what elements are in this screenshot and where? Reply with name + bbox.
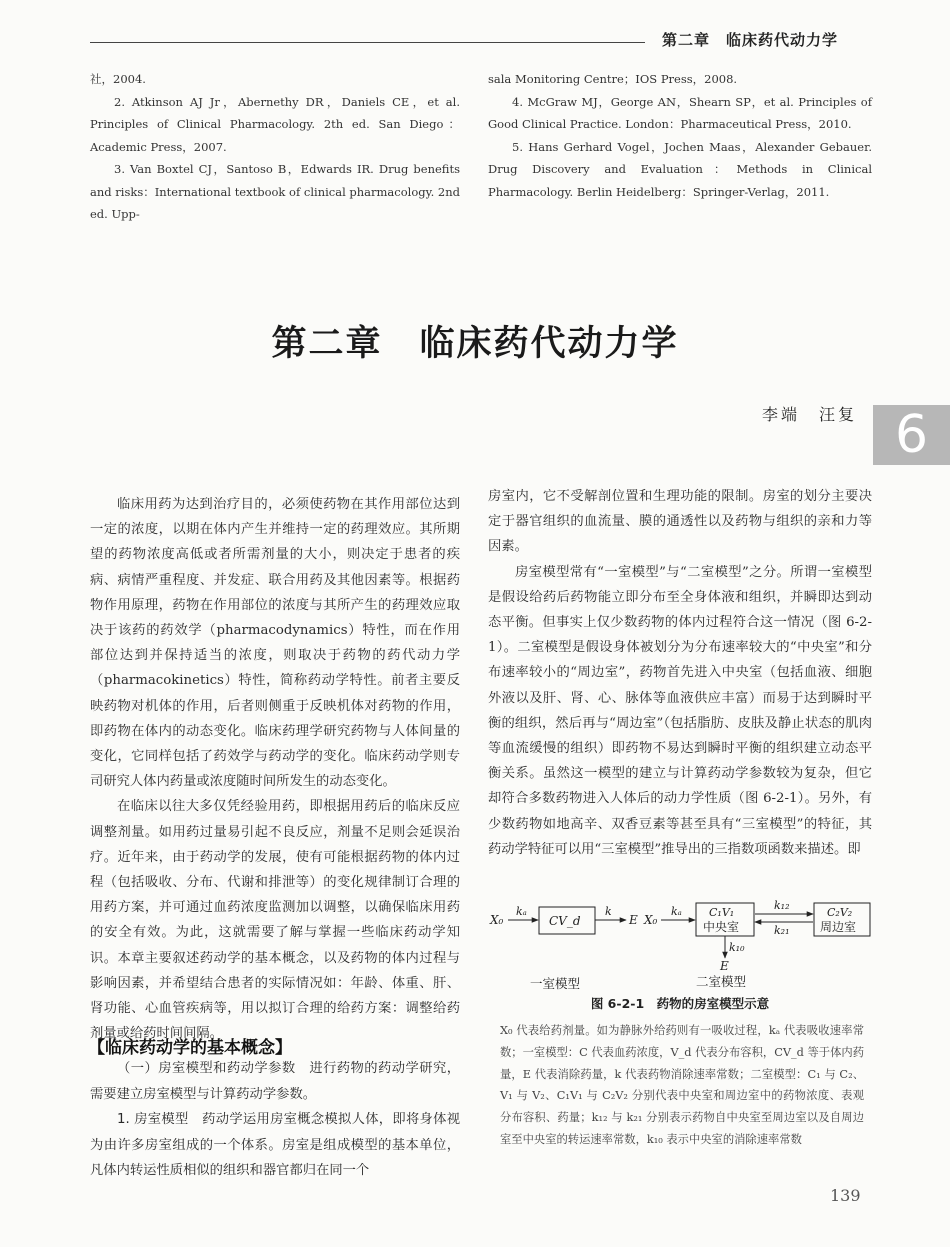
subsection-text: 进行药物的药动学研究，需要建立房室模型与计算药动学参数。 (90, 1061, 461, 1102)
two-e-label: E (720, 959, 729, 973)
k21-label: k₂₁ (774, 924, 790, 937)
left-column (90, 492, 460, 1046)
peripheral-compartment-label: 周边室 (820, 920, 857, 934)
section-heading: 【临床药动学的基本概念】 (88, 1038, 292, 1058)
running-head: 第二章 临床药代动力学 (662, 31, 839, 49)
two-model-label: 二室模型 (696, 974, 747, 989)
reference-item: sala Monitoring Centre；IOS Press，2008. (488, 72, 738, 86)
references-right (488, 68, 872, 203)
one-ka-label: kₐ (516, 905, 527, 918)
central-c1v1-label: C₁V₁ (709, 906, 735, 919)
section-body (90, 1056, 460, 1184)
figure-caption: 图 6-2-1 药物的房室模型示意 (590, 996, 770, 1011)
peripheral-c2v2-label: C₂V₂ (827, 906, 853, 919)
reference-item: 4. McGraw MJ，George AN，Shearn SP，et al. Principles of Good Clinical Practice. London：Pharmaceutical Press，2010. (488, 94, 872, 131)
page-number: 139 (830, 1186, 861, 1205)
two-ka-label: kₐ (671, 905, 682, 918)
chapter-tab (873, 405, 950, 465)
one-cvd-label: CV_d (549, 914, 581, 928)
right-column (488, 484, 872, 862)
references-left (90, 68, 460, 226)
reference-item: 5. Hans Gerhard Vogel，Jochen Maas，Alexander Gebauer. Drug Discovery and Evaluation：Methods in Clinical Pharmacology. Berlin Heidelberg：Springer-Verlag，2011. (488, 139, 872, 199)
one-x0-label: X₀ (490, 913, 504, 927)
figure-note: X₀ 代表给药剂量。如为静脉外给药则有一吸收过程，kₐ 代表吸收速率常数；一室模型：C 代表血药浓度，V_d 代表分布容积，CV_d 等于体内药量，E 代表消除药量，k 代表药物消除速率常数；二室模型：C₁ 与 C₂、V₁ 与 V₂、C₁V₁ 与 C₂V₂ 分别代表中央室和周边室中的药物浓度、表观分布容积、药量；k₁₂ 与 k₂₁ 分别表示药物自中央室至周边室以及自周边室至中央室的转运速率常数，k₁₀ 表示中央室的消除速率常数 (500, 1024, 864, 1146)
k10-label: k₁₀ (729, 941, 745, 954)
two-x0-label: X₀ (644, 913, 658, 927)
paragraph: 房室模型常有“一室模型”与“二室模型”之分。所谓一室模型是假设给药后药物能立即分布至全身体液和组织，并瞬即达到动态平衡。但事实上仅少数药物的体内过程符合这一情况（图 6-2-1）。二室模型是假设身体被划分为分布速率较大的“中央室”和分布速率较小的“周边室”，药物首先进入中央室（包括血液、细胞外液以及肝、肾、心、脉体等血液供应丰富）而易于达到瞬时平衡的组织，然后再与“周边室”（包括脂肪、皮肤及静止状态的肌肉等血流缓慢的组织）即药物不易达到瞬时平衡的组织建立动态平衡关系。虽然这一模型的建立与计算药动学参数较为复杂，但它却符合多数药物进入人体后的动力学性质（图 6-2-1）。另外，有少数药物如地高辛、双香豆素等甚至具有“三室模型”的特征，其药动学特征可以用“三室模型”推导出的三指数项函数来描述。即 (488, 564, 872, 857)
chapter-title: 第二章 临床药代动力学 (271, 324, 679, 364)
paragraph: 临床用药为达到治疗目的，必须使药物在其作用部位达到一定的浓度，以期在体内产生并维持一定的药理效应。其所期望的药物浓度高低或者所需剂量的大小，则决定于患者的疾病、病情严重程度、并发症、联合用药及其他因素等。根据药物作用原理，药物在作用部位的浓度与其所产生的药理效应取决于该药的药效学（pharmacodynamics）特性，而在作用部位达到并保持适当的浓度，则取决于药物的药代动力学（pharmacokinetics）特性，简称药动学特性。前者主要反映药物对机体的作用，后者则侧重于反映机体对药物的作用，即药物在体内的动态变化。临床药理学研究药物与人体间量的变化，它同样包括了药效学与药动学的变化。临床药动学则专司研究人体内药量或浓度随时间所发生的动态变化。 (90, 497, 460, 790)
item-text: 药动学运用房室概念模拟人体，即将身体视为由许多房室组成的一个体系。房室是组成模型的基本单位，凡体内转运性质相似的组织和器官都归在同一个 (90, 1112, 461, 1178)
subsection-heading: （一）房室模型和药动学参数 (117, 1061, 296, 1076)
k12-label: k₁₂ (774, 899, 790, 912)
item-heading: 1. 房室模型 (117, 1112, 189, 1127)
central-compartment-label: 中央室 (703, 920, 740, 934)
reference-item: 社，2004. (90, 72, 146, 86)
one-k-label: k (605, 905, 612, 918)
authors: 李端 汪复 (762, 405, 858, 424)
one-model-label: 一室模型 (530, 976, 581, 991)
chapter-number: 6 (894, 405, 929, 465)
one-e-label: E (629, 913, 638, 927)
paragraph: 在临床以往大多仅凭经验用药，即根据用药后的临床反应调整剂量。如用药过量易引起不良反应，剂量不足则会延误治疗。近年来，由于药动学的发展，使有可能根据药物的体内过程（包括吸收、分布、代谢和排泄等）的变化规律制订合理的用药方案，并可通过血药浓度监测加以调整，以确保临床用药的安全有效。为此，这就需要了解与掌握一些临床药动学知识。本章主要叙述药动学的基本概念，以及药物的体内过程与影响因素，并希望结合患者的实际情况如：年龄、体重、肝、肾功能、心血管疾病等，用以拟订合理的给药方案：调整给药剂量或给药时间间隔。 (90, 799, 460, 1042)
reference-item: 3. Van Boxtel CJ，Santoso B，Edwards IR. Drug benefits and risks：International textbook of clinical pharmacology. 2nd ed. Upp- (90, 162, 460, 221)
reference-item: 2. Atkinson AJ Jr，Abernethy DR，Daniels CE，et al. Principles of Clinical Pharmacology. 2th ed. San Diego：Academic Press，2007. (90, 94, 460, 154)
paragraph: 房室内，它不受解剖位置和生理功能的限制。房室的划分主要决定于器官组织的血流量、膜的通透性以及药物与组织的亲和力等因素。 (488, 489, 872, 555)
header-rule (90, 42, 645, 43)
